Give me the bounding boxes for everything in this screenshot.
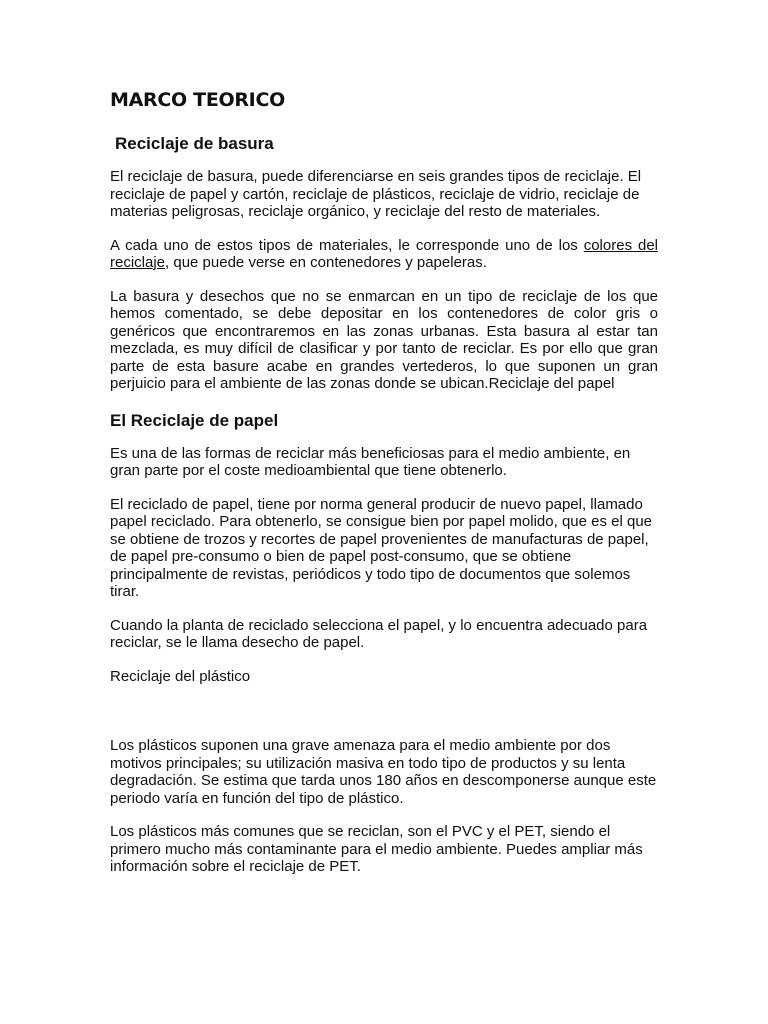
paragraph-desecho-papel: Cuando la planta de reciclado selecciona el papel, y lo encuentra adecuado para reciclar, se le llama desecho de papel. — [110, 616, 648, 651]
paragraph-beneficios-papel: Es una de las formas de reciclar más beneficiosas para el medio ambiente, en gran parte por el coste medioambiental que tiene obtenerlo. — [110, 444, 631, 479]
blank-gap — [110, 701, 658, 737]
paragraph-basura-desechos: La basura y desechos que no se enmarcan en un tipo de reciclaje de los que hemos comentado, se debe depositar en los contenedores de color gris o genéricos que encontraremos en las zonas urbanas. Esta basura al estar tan mezclada, es muy difícil de clasificar y por tanto de reciclar. Es por ello que gran parte de esta basure acabe en grandes vertederos, lo que suponen un gran perjuicio para el ambiente de las zonas donde se ubican.Reciclaje del papel — [110, 287, 658, 392]
paragraph-text: , que puede verse en contenedores y papeleras. — [165, 254, 487, 271]
paragraph-tipos-reciclaje: El reciclaje de basura, puede diferenciarse en seis grandes tipos de reciclaje. El reciclaje de papel y cartón, reciclaje de plásticos, reciclaje de vidrio, reciclaje de materias peligrosas, reciclaje orgánico, y reciclaje del resto de materiales. — [110, 168, 642, 220]
paragraph-reciclado-papel: El reciclado de papel, tiene por norma general producir de nuevo papel, llamado papel reciclado. Para obtenerlo, se consigue bien por papel molido, que es el que se obtiene de trozos y recortes de papel provenientes de manufacturas de papel, de papel pre-consumo o bien de papel post-consumo, que se obtiene principalmente de revistas, periódicos y todo tipo de documentos que solemos tirar. — [110, 495, 653, 600]
section-heading-reciclaje-papel: El Reciclaje de papel — [110, 410, 279, 430]
paragraph-text: A cada uno de estos tipos de materiales, le corresponde uno de los — [110, 236, 584, 254]
paragraph-plasticos-amenaza: Los plásticos suponen una grave amenaza para el medio ambiente por dos motivos principales; su utilización masiva en todo tipo de productos y su lenta degradación. Se estima que tarda unos 180 años en descomponerse aunque este periodo varía en función del tipo de plástico. — [110, 737, 657, 807]
document-body — [110, 86, 658, 892]
colores-reciclaje-link[interactable]: colores del reciclaje — [110, 236, 658, 271]
paragraph-plasticos-comunes: Los plásticos más comunes que se reciclan, son el PVC y el PET, siendo el primero mucho más contaminante para el medio ambiente. Puedes ampliar más información sobre el reciclaje de PET. — [110, 823, 643, 875]
page-title: MARCO TEORICO — [110, 89, 285, 111]
section-heading-reciclaje-basura: Reciclaje de basura — [115, 134, 274, 153]
paragraph-colores-reciclaje — [110, 237, 658, 272]
paragraph-reciclaje-plastico-label: Reciclaje del plástico — [110, 667, 251, 685]
